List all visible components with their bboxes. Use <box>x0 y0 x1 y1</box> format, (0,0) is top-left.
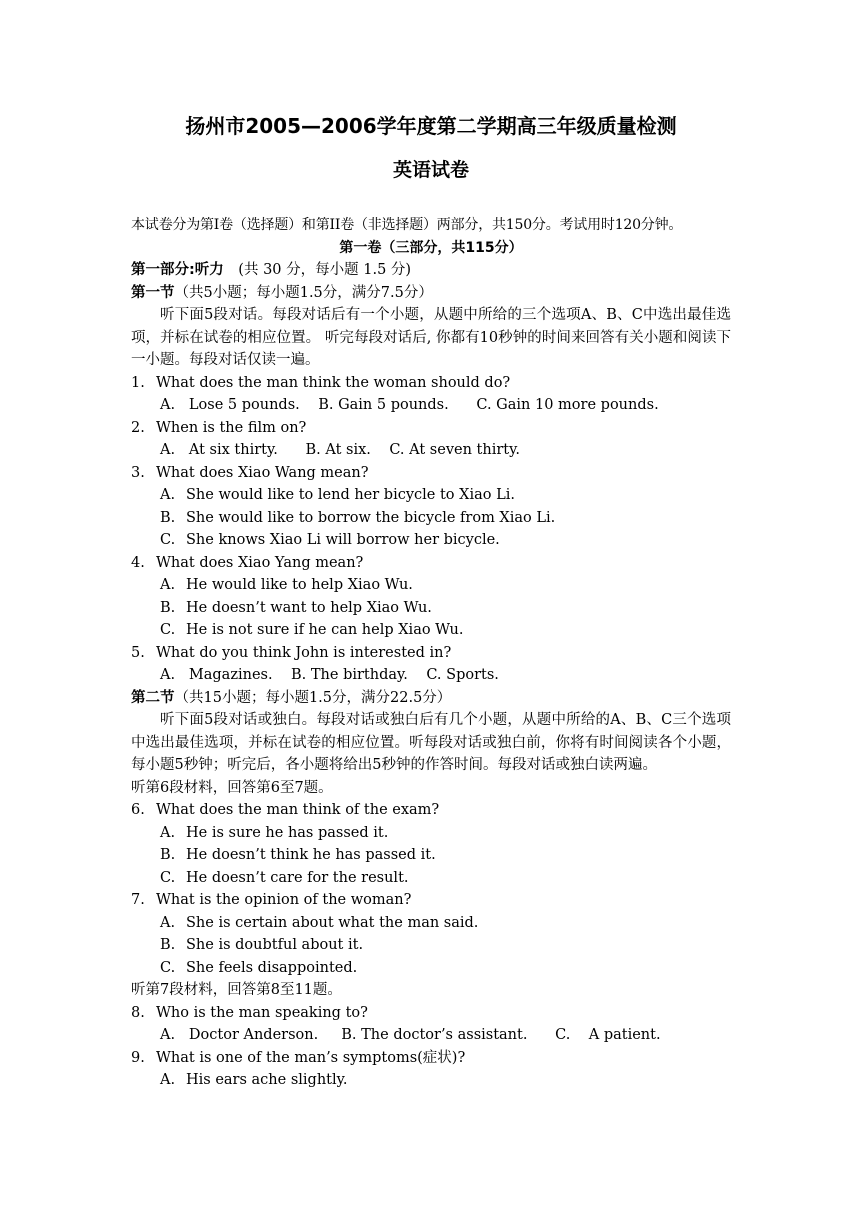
option-letter: B. <box>160 847 176 863</box>
section1-label: 第一节 <box>131 284 175 301</box>
question-number: 5. <box>131 644 145 661</box>
question-8-options: A. Doctor Anderson. B. The doctor’s assistant. C. A patient. <box>160 1027 661 1043</box>
option-text: She would like to lend her bicycle to Xiao Li. <box>186 487 515 503</box>
question-8 <box>131 1002 731 1025</box>
question-1 <box>131 372 731 395</box>
question-9 <box>131 1047 731 1070</box>
material-7-note: 听第7段材料，回答第8至11题。 <box>131 982 342 998</box>
option-b <box>131 507 731 530</box>
option-text: He would like to help Xiao Wu. <box>186 577 413 593</box>
section1-heading <box>131 282 731 305</box>
question-text: What does Xiao Yang mean? <box>156 554 364 571</box>
question-1-options: A. Lose 5 pounds. B. Gain 5 pounds. C. Gain 10 more pounds. <box>160 397 659 413</box>
option-c <box>131 529 731 552</box>
question-2 <box>131 417 731 440</box>
question-number: 8. <box>131 1004 145 1021</box>
option-text: He doesn’t think he has passed it. <box>186 847 436 863</box>
part1-heading <box>131 259 731 282</box>
question-5-options: A. Magazines. B. The birthday. C. Sports. <box>160 667 499 683</box>
section1-info: （共5小题；每小题1.5分，满分7.5分） <box>174 284 433 301</box>
question-number: 3. <box>131 464 145 481</box>
exam-intro: 本试卷分为第I卷（选择题）和第II卷（非选择题）两部分，共150分。考试用时120分钟。 <box>131 217 683 233</box>
question-6 <box>131 799 731 822</box>
option-b <box>131 844 731 867</box>
volume-heading: 第一卷（三部分，共115分） <box>339 239 523 256</box>
option-text: She knows Xiao Li will borrow her bicycle. <box>186 532 500 548</box>
section2-heading <box>131 687 731 710</box>
option-a <box>131 484 731 507</box>
material-6-note: 听第6段材料，回答第6至7题。 <box>131 779 333 796</box>
option-letter: A. <box>160 487 176 503</box>
option-text: He is not sure if he can help Xiao Wu. <box>186 622 464 638</box>
option-letter: B. <box>160 599 176 616</box>
question-number: 4. <box>131 554 145 571</box>
option-text: She is certain about what the man said. <box>186 914 479 931</box>
option-c <box>131 619 731 642</box>
question-text: What does the man think of the exam? <box>156 802 440 818</box>
question-2-options: A. At six thirty. B. At six. C. At seven thirty. <box>160 442 520 458</box>
option-letter: C. <box>160 532 176 548</box>
exam-page <box>131 112 731 1092</box>
option-a <box>131 912 731 935</box>
question-text: What does the man think the woman should do? <box>156 374 511 391</box>
question-text: What does Xiao Wang mean? <box>156 464 369 481</box>
option-letter: A. <box>160 577 176 593</box>
section2-directions: 听下面5段对话或独白。每段对话或独白后有几个小题，从题中所给的A、B、C三个选项中选出最佳选项，并标在试卷的相应位置。听每段对话或独白前，你将有时间阅读各个小题，每小题5秒钟；听完后，各小题将给出5秒钟的作答时间。每段对话或独白读两遍。 <box>131 712 731 773</box>
option-b <box>131 597 731 620</box>
question-text: Who is the man speaking to? <box>156 1004 368 1021</box>
option-letter: A. <box>160 824 176 841</box>
option-letter: B. <box>160 509 176 526</box>
question-3 <box>131 462 731 485</box>
question-5 <box>131 642 731 665</box>
option-c <box>131 867 731 890</box>
question-number: 2. <box>131 419 145 436</box>
section2-info: （共15小题；每小题1.5分，满分22.5分） <box>174 689 452 706</box>
section2-label: 第二节 <box>131 689 175 706</box>
page-subtitle: 英语试卷 <box>392 159 469 181</box>
question-number: 7. <box>131 892 145 908</box>
question-4 <box>131 552 731 575</box>
section1-directions: 听下面5段对话。每段对话后有一个小题，从题中所给的三个选项A、B、C中选出最佳选项，并标在试卷的相应位置。 听完每段对话后, 你都有10秒钟的时间来回答有关小题和阅读下一小题。每段对话仅读一遍。 <box>131 307 731 368</box>
option-text: He doesn’t want to help Xiao Wu. <box>186 599 432 616</box>
question-number: 9. <box>131 1049 145 1066</box>
option-letter: C. <box>160 959 176 976</box>
option-letter: B. <box>160 937 176 953</box>
option-a <box>131 822 731 845</box>
option-a <box>131 574 731 597</box>
part1-info: (共 30 分，每小题 1.5 分) <box>223 262 412 278</box>
question-text: What is the opinion of the woman? <box>156 892 412 908</box>
option-text: He doesn’t care for the result. <box>186 869 409 886</box>
option-c <box>131 957 731 980</box>
option-text: She feels disappointed. <box>186 959 358 976</box>
option-text: He is sure he has passed it. <box>186 824 389 841</box>
option-letter: C. <box>160 869 176 886</box>
page-title: 扬州市2005—2006学年度第二学期高三年级质量检测 <box>185 114 677 138</box>
option-b <box>131 934 731 957</box>
option-text: She is doubtful about it. <box>186 937 364 953</box>
question-text: What is one of the man’s symptoms(症状)? <box>156 1049 466 1066</box>
option-text: She would like to borrow the bicycle from Xiao Li. <box>186 509 556 526</box>
option-letter: C. <box>160 622 176 638</box>
option-letter: A. <box>160 1072 176 1088</box>
option-letter: A. <box>160 914 176 931</box>
question-text: When is the film on? <box>156 419 307 436</box>
part1-label: 第一部分:听力 <box>131 262 224 278</box>
question-number: 1. <box>131 374 145 391</box>
question-text: What do you think John is interested in? <box>156 644 452 661</box>
option-text: His ears ache slightly. <box>186 1072 348 1088</box>
question-number: 6. <box>131 802 145 818</box>
question-7 <box>131 889 731 912</box>
option-a <box>131 1069 731 1092</box>
